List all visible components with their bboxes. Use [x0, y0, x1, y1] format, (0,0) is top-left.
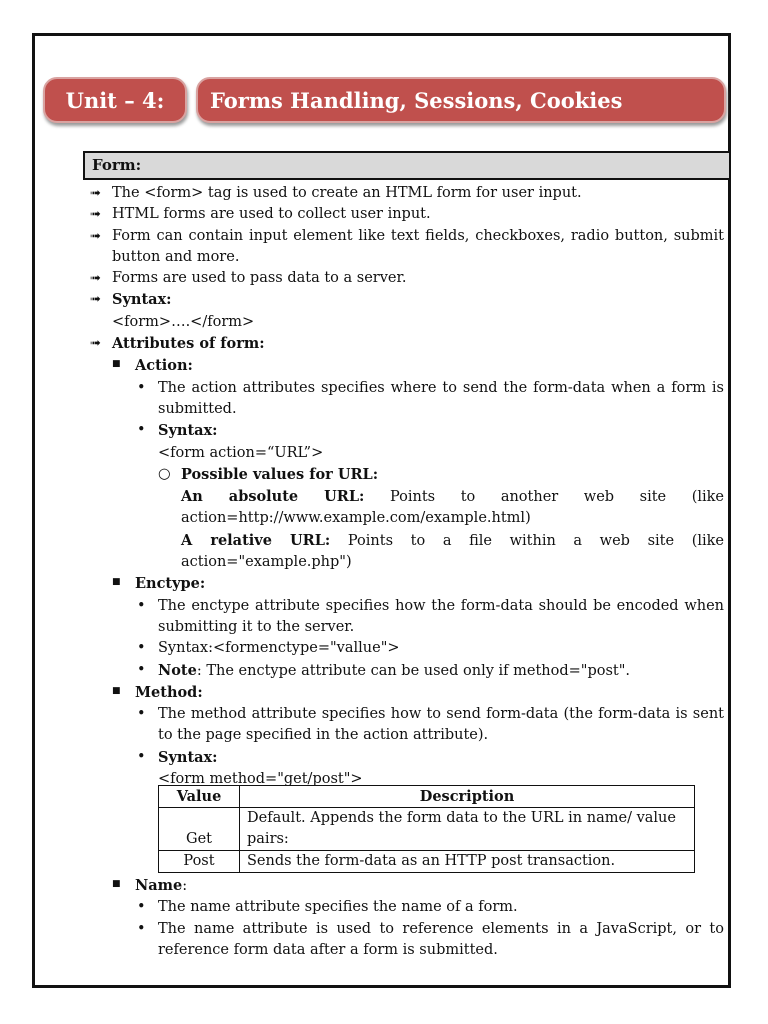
action-desc: The action attributes specifies where to send the form-data when a form is submitted.	[158, 379, 724, 417]
name-label: Name	[135, 877, 183, 894]
syntax-code: <form>….</form>	[112, 313, 255, 330]
dot-bullet-icon: •	[137, 379, 146, 396]
table-cell-desc: Default. Appends the form data to the URL in name/ value pairs:	[240, 808, 695, 851]
arrow-bullet-icon: ➟	[90, 228, 101, 244]
text-line	[88, 486, 724, 508]
page-title: Forms Handling, Sessions, Cookies	[210, 88, 623, 113]
dot-bullet-icon: •	[137, 640, 146, 657]
arrow-bullet-icon: ➟	[90, 207, 101, 223]
table-header-cell: Value	[159, 786, 240, 808]
table-row	[159, 851, 695, 873]
list-item	[88, 919, 724, 962]
method-syntax-label: Syntax:	[158, 748, 218, 766]
square-bullet-icon: ■	[112, 685, 121, 696]
note-text: : The enctype attribute can be used only if method="post".	[196, 662, 631, 679]
name-desc: The name attribute specifies the name of a form.	[158, 899, 518, 916]
note-label: Note	[158, 661, 197, 679]
list-item	[88, 660, 724, 682]
section-title: Form:	[92, 156, 142, 174]
dot-bullet-icon: •	[137, 661, 146, 678]
dot-bullet-icon: •	[137, 920, 146, 937]
table-cell-desc: Sends the form-data as an HTTP post transaction.	[240, 851, 695, 873]
title-banner	[196, 77, 726, 123]
bullet-text: HTML forms are used to collect user input.	[112, 206, 431, 223]
unit-label: Unit – 4:	[65, 88, 165, 113]
text-line	[88, 530, 724, 552]
text-line	[88, 552, 724, 573]
list-item	[88, 638, 724, 659]
dot-bullet-icon: •	[137, 597, 146, 614]
list-item	[88, 355, 724, 377]
dot-bullet-icon: •	[137, 706, 146, 723]
list-item	[88, 420, 724, 442]
code-line	[88, 312, 724, 333]
code-line	[88, 443, 724, 464]
square-bullet-icon: ■	[112, 879, 121, 889]
arrow-bullet-icon: ➟	[90, 292, 101, 308]
bullet-text: Forms are used to pass data to a server.	[112, 270, 407, 287]
method-label: Method:	[135, 683, 203, 701]
list-item	[88, 875, 724, 897]
action-label: Action:	[135, 357, 193, 375]
absolute-url-label: An absolute URL:	[181, 488, 365, 506]
syntax-label: Syntax:	[112, 291, 172, 309]
relative-url-label: A relative URL:	[181, 531, 331, 549]
section-heading	[83, 151, 731, 180]
list-item	[88, 268, 724, 289]
bullet-text: The <form> tag is used to create an HTML form for user input.	[112, 185, 582, 201]
list-item	[88, 682, 724, 704]
content-body	[88, 183, 724, 790]
possible-values-label: Possible values for URL:	[181, 465, 379, 483]
square-bullet-icon: ■	[112, 577, 121, 588]
list-item	[88, 897, 724, 918]
relative-url-text: Points to a file within a web site (like	[330, 532, 724, 549]
list-item	[88, 747, 724, 769]
content-body-name	[88, 875, 724, 961]
list-item	[88, 333, 724, 355]
name-colon: :	[182, 878, 188, 894]
circle-bullet-icon: ○	[158, 465, 171, 482]
list-item	[88, 464, 724, 486]
method-syntax-code: <form method="get/post">	[158, 771, 363, 788]
list-item	[88, 183, 724, 204]
list-item	[88, 226, 724, 269]
enctype-syntax: Syntax:<formenctype="vallue">	[158, 640, 400, 657]
method-values-table	[158, 785, 695, 873]
dot-bullet-icon: •	[137, 899, 146, 916]
table-cell-value: Get	[159, 808, 240, 851]
list-item	[88, 204, 724, 225]
arrow-bullet-icon: ➟	[90, 271, 101, 287]
list-item	[88, 704, 724, 747]
list-item	[88, 378, 724, 421]
table-row	[159, 808, 695, 851]
absolute-url-example: action=http://www.example.com/example.html)	[181, 510, 531, 527]
method-desc: The method attribute specifies how to send form-data (the form-data is sent to the page specified in the action attribute).	[158, 706, 724, 744]
arrow-bullet-icon: ➟	[90, 336, 101, 352]
enctype-desc: The enctype attribute specifies how the form-data should be encoded when submitting it to the server.	[158, 597, 724, 635]
dot-bullet-icon: •	[137, 748, 146, 765]
absolute-url-text: Points to another web site (like	[364, 489, 724, 506]
enctype-label: Enctype:	[135, 575, 206, 593]
list-item	[88, 289, 724, 311]
action-syntax-label: Syntax:	[158, 422, 218, 440]
list-item	[88, 573, 724, 595]
dot-bullet-icon: •	[137, 422, 146, 439]
square-bullet-icon: ■	[112, 359, 121, 370]
attributes-label: Attributes of form:	[112, 335, 265, 353]
arrow-bullet-icon: ➟	[90, 186, 101, 201]
table-header-row	[159, 786, 695, 808]
name-desc: The name attribute is used to reference elements in a JavaScript, or to reference form data after a form is submitted.	[158, 920, 724, 958]
bullet-text: Form can contain input element like text fields, checkboxes, radio button, submit button and more.	[112, 227, 724, 265]
text-line	[88, 508, 724, 529]
relative-url-example: action="example.php")	[181, 554, 352, 571]
table-header-cell: Description	[240, 786, 695, 808]
list-item	[88, 596, 724, 639]
table-cell-value: Post	[159, 851, 240, 873]
action-syntax-code: <form action=“URL”>	[158, 444, 324, 461]
unit-banner	[43, 77, 187, 123]
